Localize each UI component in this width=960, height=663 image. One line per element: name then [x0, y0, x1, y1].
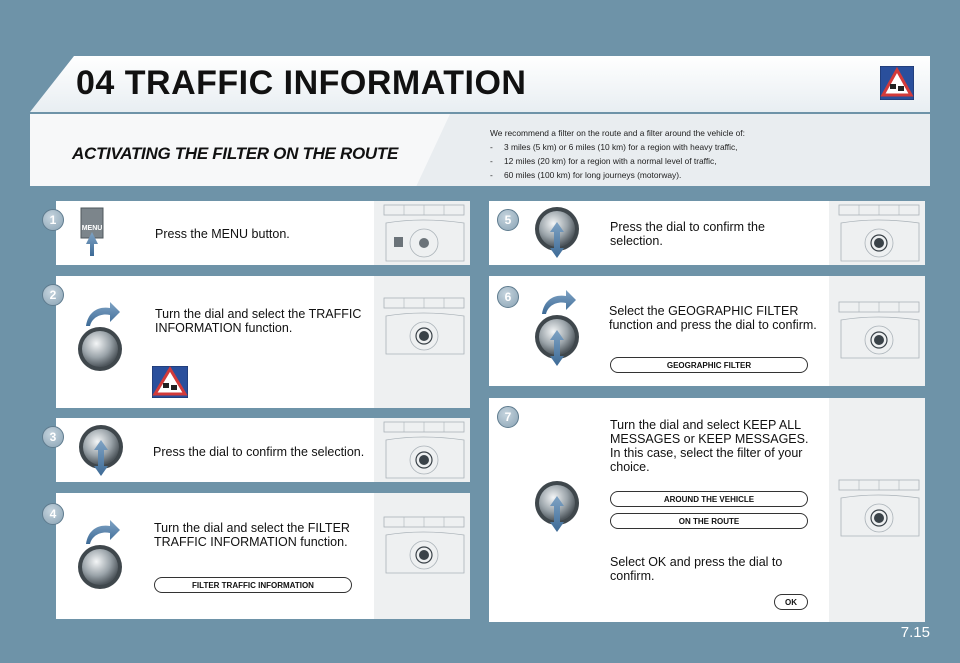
- step-number: 6: [497, 286, 519, 308]
- traffic-icon: [880, 66, 914, 100]
- press-arrow-icon: [550, 330, 564, 366]
- console-illustration: [376, 515, 468, 577]
- step-text: Turn the dial and select the TRAFFIC INFORMATION function.: [155, 307, 362, 335]
- console-illustration: [831, 203, 923, 265]
- press-arrow-icon: [550, 496, 564, 532]
- recommend-intro: We recommend a filter on the route and a filter around the vehicle of:: [490, 128, 745, 138]
- page-title: 04 TRAFFIC INFORMATION: [76, 64, 527, 102]
- console-illustration: [831, 478, 923, 540]
- step-number: 5: [497, 209, 519, 231]
- ok-option[interactable]: OK: [774, 594, 808, 610]
- step-text: Turn the dial and select the FILTER TRAFFIC INFORMATION function.: [154, 521, 350, 549]
- step-text-2: Select OK and press the dial to confirm.: [610, 555, 783, 583]
- menu-button-label: MENU: [81, 225, 103, 232]
- step-number: 2: [42, 284, 64, 306]
- step-number: 1: [42, 209, 64, 231]
- console-illustration: [376, 203, 468, 265]
- section-title: ACTIVATING THE FILTER ON THE ROUTE: [72, 144, 399, 163]
- traffic-icon: [152, 366, 188, 398]
- dial-icon: [77, 326, 123, 372]
- recommend-item: - 3 miles (5 km) or 6 miles (10 km) for a region with heavy traffic,: [490, 142, 738, 152]
- recommend-item: - 12 miles (20 km) for a region with a normal level of traffic,: [490, 156, 717, 166]
- turn-arrow-icon: [538, 288, 578, 316]
- step-text: Press the dial to confirm the selection.: [153, 445, 365, 459]
- turn-arrow-icon: [82, 300, 122, 328]
- step-number: 4: [42, 503, 64, 525]
- step-number: 3: [42, 426, 64, 448]
- press-arrow-icon: [94, 440, 108, 476]
- recommendation-text: [490, 126, 745, 182]
- page-number: 7.15: [900, 624, 930, 641]
- step-text: Press the dial to confirm the selection.: [610, 220, 765, 248]
- console-illustration: [376, 296, 468, 358]
- step-text: Turn the dial and select KEEP ALL MESSAGES or KEEP MESSAGES. In this case, select the filter of your choice.: [610, 418, 809, 474]
- step-number: 7: [497, 406, 519, 428]
- step-text: Press the MENU button.: [155, 227, 290, 241]
- around-the-vehicle-option[interactable]: AROUND THE VEHICLE: [610, 491, 808, 507]
- on-the-route-option[interactable]: ON THE ROUTE: [610, 513, 808, 529]
- recommend-item: - 60 miles (100 km) for long journeys (motorway).: [490, 170, 682, 180]
- press-arrow-icon: [550, 222, 564, 258]
- step-text: Select the GEOGRAPHIC FILTER function and press the dial to confirm.: [609, 304, 817, 332]
- dial-icon: [77, 544, 123, 590]
- console-illustration: [831, 300, 923, 362]
- geographic-filter-option[interactable]: GEOGRAPHIC FILTER: [610, 357, 808, 373]
- turn-arrow-icon: [82, 518, 122, 546]
- menu-button-icon: [78, 204, 106, 258]
- filter-traffic-information-option[interactable]: FILTER TRAFFIC INFORMATION: [154, 577, 352, 593]
- console-illustration: [376, 420, 468, 482]
